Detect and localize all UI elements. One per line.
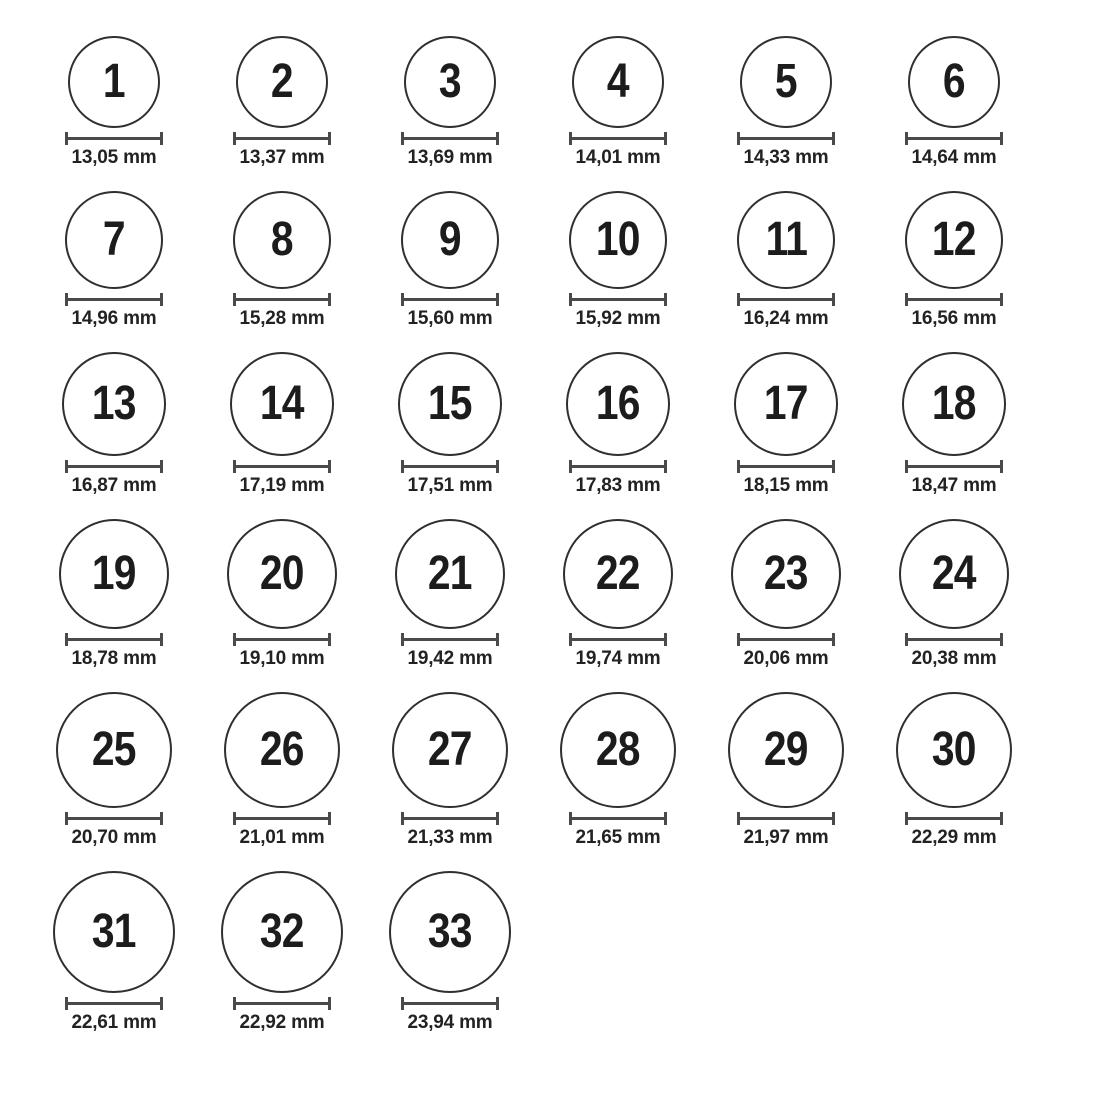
ring-circle (569, 191, 667, 289)
measure-tick-right-icon (664, 460, 667, 473)
measure-tick-right-icon (160, 293, 163, 306)
measure-bar-icon (402, 465, 498, 468)
diameter-measure-line (905, 633, 1003, 646)
ring-circle (560, 692, 676, 808)
diameter-measure-line (401, 460, 499, 473)
ring-size-number: 5 (775, 55, 797, 108)
ring-size-item (534, 519, 702, 670)
diameter-measure-line (401, 293, 499, 306)
ring-circle (395, 519, 505, 629)
diameter-label: 21,65 mm (575, 827, 661, 848)
diameter-label: 16,56 mm (911, 308, 997, 329)
diameter-measure-line (65, 460, 163, 473)
diameter-measure-line (65, 633, 163, 646)
diameter-measure-line (233, 812, 331, 825)
ring-circle (221, 871, 343, 993)
ring-size-number: 1 (103, 55, 125, 108)
diameter-label: 22,29 mm (911, 827, 997, 848)
measure-tick-right-icon (496, 293, 499, 306)
ring-size-number: 24 (932, 547, 976, 600)
ring-size-item (30, 36, 198, 169)
ring-circle (734, 352, 838, 456)
measure-tick-right-icon (496, 460, 499, 473)
ring-size-number: 13 (92, 377, 136, 430)
measure-bar-icon (738, 298, 834, 301)
measure-tick-right-icon (664, 812, 667, 825)
measure-tick-right-icon (832, 132, 835, 145)
diameter-measure-line (233, 293, 331, 306)
measure-bar-icon (66, 465, 162, 468)
diameter-label: 16,24 mm (743, 308, 829, 329)
measure-bar-icon (570, 298, 666, 301)
diameter-measure-line (737, 293, 835, 306)
measure-bar-icon (66, 638, 162, 641)
measure-bar-icon (402, 1002, 498, 1005)
measure-bar-icon (234, 298, 330, 301)
ring-size-number: 10 (596, 213, 640, 266)
ring-circle (563, 519, 673, 629)
measure-tick-right-icon (1000, 460, 1003, 473)
diameter-label: 18,47 mm (911, 475, 997, 496)
measure-bar-icon (66, 817, 162, 820)
ring-size-item (198, 871, 366, 1034)
ring-circle (566, 352, 670, 456)
diameter-measure-line (233, 633, 331, 646)
diameter-measure-line (905, 460, 1003, 473)
ring-circle (740, 36, 832, 128)
measure-tick-right-icon (1000, 812, 1003, 825)
diameter-label: 14,64 mm (911, 147, 997, 168)
ring-size-number: 32 (260, 905, 304, 958)
ring-circle (227, 519, 337, 629)
diameter-label: 17,83 mm (575, 475, 661, 496)
ring-circle (236, 36, 328, 128)
ring-circle (68, 36, 160, 128)
diameter-label: 19,42 mm (407, 648, 493, 669)
ring-size-number: 17 (764, 377, 808, 430)
ring-size-number: 27 (428, 723, 472, 776)
diameter-measure-line (737, 812, 835, 825)
ring-circle (572, 36, 664, 128)
diameter-label: 15,60 mm (407, 308, 493, 329)
ring-size-item (30, 871, 198, 1034)
measure-bar-icon (738, 465, 834, 468)
ring-circle (230, 352, 334, 456)
ring-size-number: 9 (439, 213, 461, 266)
measure-bar-icon (234, 137, 330, 140)
measure-tick-right-icon (832, 812, 835, 825)
ring-circle (896, 692, 1012, 808)
ring-size-number: 22 (596, 547, 640, 600)
ring-circle (59, 519, 169, 629)
ring-size-number: 18 (932, 377, 976, 430)
ring-circle (404, 36, 496, 128)
measure-bar-icon (234, 638, 330, 641)
ring-size-item (870, 36, 1038, 169)
ring-circle (398, 352, 502, 456)
measure-bar-icon (234, 817, 330, 820)
measure-bar-icon (906, 817, 1002, 820)
ring-size-item (702, 519, 870, 670)
diameter-label: 20,38 mm (911, 648, 997, 669)
measure-tick-right-icon (1000, 293, 1003, 306)
ring-circle (908, 36, 1000, 128)
diameter-measure-line (65, 293, 163, 306)
measure-tick-right-icon (160, 997, 163, 1010)
ring-size-item (534, 191, 702, 330)
diameter-label: 14,33 mm (743, 147, 829, 168)
diameter-label: 19,10 mm (239, 648, 325, 669)
ring-size-item (366, 191, 534, 330)
measure-bar-icon (66, 137, 162, 140)
ring-size-item (366, 36, 534, 169)
ring-circle (233, 191, 331, 289)
diameter-measure-line (737, 132, 835, 145)
diameter-measure-line (65, 812, 163, 825)
ring-size-number: 15 (428, 377, 472, 430)
measure-bar-icon (570, 638, 666, 641)
diameter-label: 18,15 mm (743, 475, 829, 496)
ring-size-item (534, 352, 702, 497)
ring-size-item (198, 519, 366, 670)
diameter-measure-line (401, 633, 499, 646)
ring-size-item (30, 352, 198, 497)
ring-size-item (30, 191, 198, 330)
diameter-measure-line (569, 132, 667, 145)
ring-size-number: 30 (932, 723, 976, 776)
measure-tick-right-icon (1000, 132, 1003, 145)
ring-size-number: 4 (607, 55, 629, 108)
ring-size-number: 11 (765, 213, 807, 266)
ring-size-item (702, 352, 870, 497)
diameter-label: 20,06 mm (743, 648, 829, 669)
ring-size-item (366, 871, 534, 1034)
measure-bar-icon (402, 638, 498, 641)
ring-size-number: 12 (932, 213, 976, 266)
measure-tick-right-icon (328, 633, 331, 646)
ring-size-number: 33 (428, 905, 472, 958)
ring-circle (62, 352, 166, 456)
diameter-label: 15,92 mm (575, 308, 661, 329)
measure-tick-right-icon (496, 633, 499, 646)
measure-tick-right-icon (496, 132, 499, 145)
ring-size-number: 19 (92, 547, 136, 600)
ring-size-item (30, 519, 198, 670)
diameter-measure-line (401, 812, 499, 825)
diameter-label: 20,70 mm (71, 827, 157, 848)
ring-size-number: 29 (764, 723, 808, 776)
ring-size-item (870, 519, 1038, 670)
measure-bar-icon (234, 1002, 330, 1005)
diameter-label: 14,96 mm (71, 308, 157, 329)
ring-size-item (702, 692, 870, 849)
measure-bar-icon (906, 465, 1002, 468)
measure-tick-right-icon (832, 633, 835, 646)
measure-tick-right-icon (496, 812, 499, 825)
diameter-measure-line (569, 460, 667, 473)
ring-size-number: 26 (260, 723, 304, 776)
measure-tick-right-icon (832, 460, 835, 473)
ring-size-item (702, 36, 870, 169)
ring-size-number: 6 (943, 55, 965, 108)
ring-size-number: 31 (92, 905, 136, 958)
diameter-label: 22,92 mm (239, 1012, 325, 1033)
measure-tick-right-icon (160, 812, 163, 825)
measure-bar-icon (738, 137, 834, 140)
measure-bar-icon (66, 1002, 162, 1005)
measure-tick-right-icon (160, 633, 163, 646)
ring-circle (905, 191, 1003, 289)
ring-size-item (30, 692, 198, 849)
ring-size-item (198, 191, 366, 330)
diameter-label: 23,94 mm (407, 1012, 493, 1033)
measure-bar-icon (66, 298, 162, 301)
measure-tick-right-icon (328, 132, 331, 145)
measure-tick-right-icon (328, 293, 331, 306)
diameter-label: 13,69 mm (407, 147, 493, 168)
measure-bar-icon (570, 817, 666, 820)
ring-circle (902, 352, 1006, 456)
measure-bar-icon (738, 817, 834, 820)
diameter-label: 19,74 mm (575, 648, 661, 669)
diameter-label: 15,28 mm (239, 308, 325, 329)
measure-tick-right-icon (328, 812, 331, 825)
diameter-label: 22,61 mm (71, 1012, 157, 1033)
diameter-label: 13,37 mm (239, 147, 325, 168)
diameter-measure-line (569, 812, 667, 825)
diameter-measure-line (905, 293, 1003, 306)
ring-size-number: 7 (103, 213, 125, 266)
measure-tick-right-icon (160, 460, 163, 473)
ring-size-number: 2 (271, 55, 293, 108)
measure-bar-icon (402, 137, 498, 140)
ring-size-item (534, 692, 702, 849)
ring-size-item (366, 519, 534, 670)
ring-size-item (870, 352, 1038, 497)
measure-bar-icon (402, 817, 498, 820)
diameter-measure-line (737, 460, 835, 473)
ring-circle (389, 871, 511, 993)
ring-size-number: 25 (92, 723, 136, 776)
ring-size-number: 23 (764, 547, 808, 600)
ring-circle (56, 692, 172, 808)
ring-size-item (870, 692, 1038, 849)
ring-circle (728, 692, 844, 808)
ring-circle (401, 191, 499, 289)
measure-tick-right-icon (328, 997, 331, 1010)
ring-size-item (366, 692, 534, 849)
measure-bar-icon (570, 465, 666, 468)
ring-size-item (702, 191, 870, 330)
measure-tick-right-icon (832, 293, 835, 306)
diameter-label: 14,01 mm (575, 147, 661, 168)
ring-size-item (198, 352, 366, 497)
ring-circle (392, 692, 508, 808)
diameter-measure-line (569, 293, 667, 306)
diameter-measure-line (905, 132, 1003, 145)
ring-size-number: 16 (596, 377, 640, 430)
ring-circle (731, 519, 841, 629)
measure-tick-right-icon (664, 132, 667, 145)
diameter-label: 13,05 mm (71, 147, 157, 168)
diameter-measure-line (401, 132, 499, 145)
diameter-label: 17,19 mm (239, 475, 325, 496)
ring-circle (224, 692, 340, 808)
diameter-label: 21,97 mm (743, 827, 829, 848)
ring-circle (899, 519, 1009, 629)
measure-tick-right-icon (1000, 633, 1003, 646)
measure-bar-icon (906, 638, 1002, 641)
ring-size-item (534, 36, 702, 169)
ring-size-number: 3 (439, 55, 461, 108)
ring-circle (737, 191, 835, 289)
measure-bar-icon (402, 298, 498, 301)
measure-tick-right-icon (664, 633, 667, 646)
measure-tick-right-icon (496, 997, 499, 1010)
diameter-measure-line (401, 997, 499, 1010)
measure-bar-icon (906, 137, 1002, 140)
measure-bar-icon (738, 638, 834, 641)
ring-size-item (198, 692, 366, 849)
measure-tick-right-icon (160, 132, 163, 145)
ring-size-item (198, 36, 366, 169)
diameter-label: 16,87 mm (71, 475, 157, 496)
ring-size-number: 21 (428, 547, 472, 600)
diameter-label: 21,01 mm (239, 827, 325, 848)
ring-circle (65, 191, 163, 289)
measure-bar-icon (570, 137, 666, 140)
diameter-measure-line (905, 812, 1003, 825)
diameter-label: 17,51 mm (407, 475, 493, 496)
diameter-measure-line (65, 132, 163, 145)
ring-size-number: 20 (260, 547, 304, 600)
diameter-measure-line (737, 633, 835, 646)
ring-size-item (366, 352, 534, 497)
diameter-label: 18,78 mm (71, 648, 157, 669)
measure-tick-right-icon (328, 460, 331, 473)
measure-bar-icon (234, 465, 330, 468)
diameter-measure-line (233, 997, 331, 1010)
ring-size-number: 8 (271, 213, 293, 266)
diameter-label: 21,33 mm (407, 827, 493, 848)
diameter-measure-line (233, 460, 331, 473)
ring-size-item (870, 191, 1038, 330)
diameter-measure-line (569, 633, 667, 646)
diameter-measure-line (233, 132, 331, 145)
measure-bar-icon (906, 298, 1002, 301)
ring-circle (53, 871, 175, 993)
diameter-measure-line (65, 997, 163, 1010)
ring-size-number: 14 (260, 377, 304, 430)
measure-tick-right-icon (664, 293, 667, 306)
ring-size-number: 28 (596, 723, 640, 776)
